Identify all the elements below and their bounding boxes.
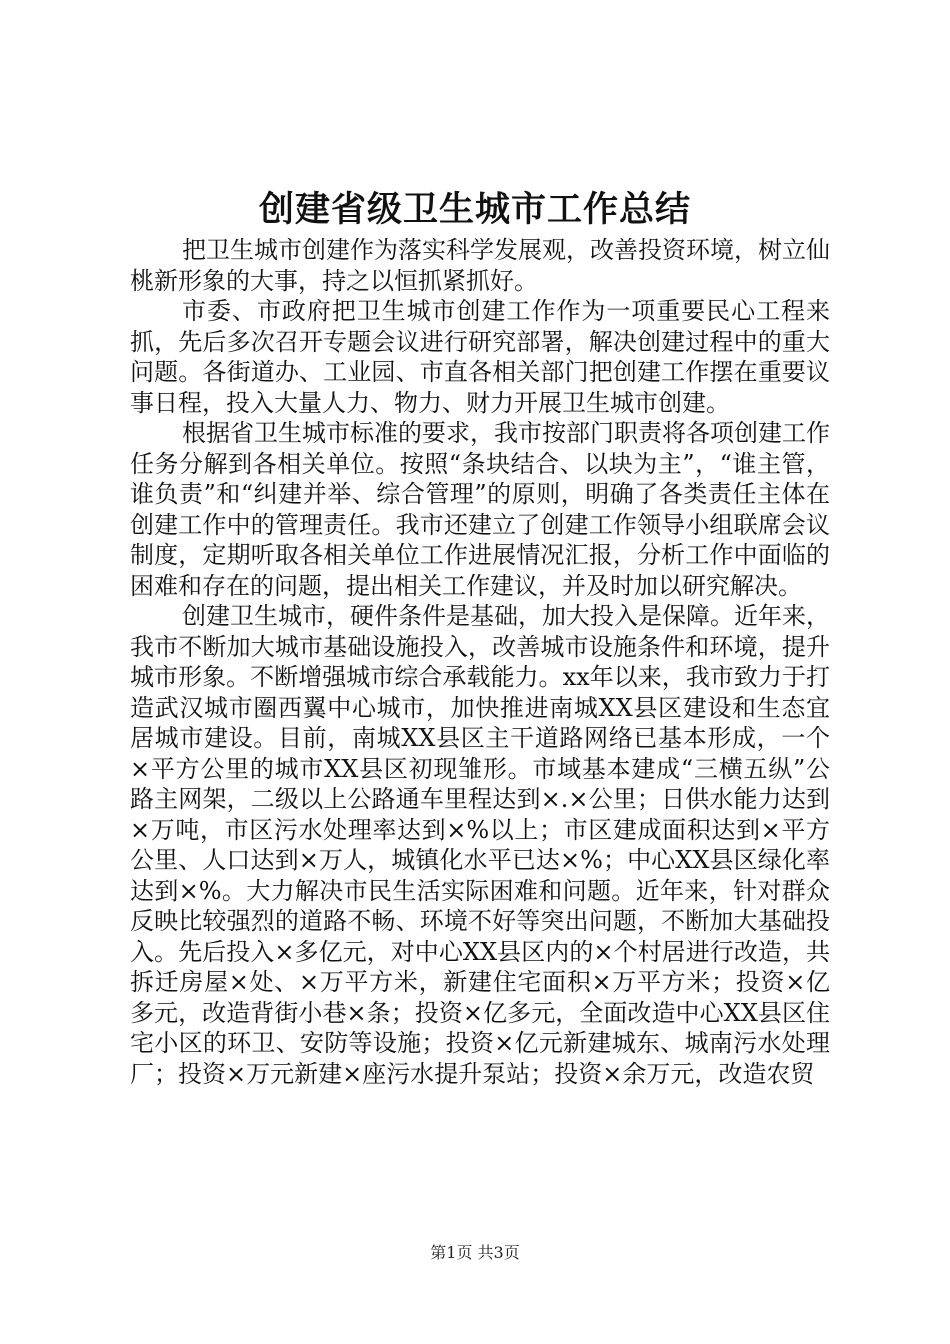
document-body — [130, 235, 830, 1089]
paragraph-3: 根据省卫生城市标准的要求，我市按部门职责将各项创建工作任务分解到各相关单位。按照“条块结合、以块为主”，“谁主管，谁负责”和“纠建并举、综合管理”的原则，明确了各类责任主体在创建工作中的管理责任。我市还建立了创建工作领导小组联席会议制度，定期听取各相关单位工作进展情况汇报，分析工作中面临的困难和存在的问题，提出相关工作建议，并及时加以研究解决。 — [130, 419, 830, 600]
page-number-footer: 第1页 共3页 — [430, 1243, 520, 1262]
paragraph-4: 创建卫生城市，硬件条件是基础，加大投入是保障。近年来，我市不断加大城市基础设施投入，改善城市设施条件和环境，提升城市形象。不断增强城市综合承载能力。xx年以来，我市致力于打造武汉城市圈西翼中心城市，加快推进南城XX县区建设和生态宜居城市建设。目前，南城XX县区主干道路网络已基本形成，一个×平方公里的城市XX县区初现雏形。市域基本建成“三横五纵”公路主网架，二级以上公路通车里程达到×.×公里；日供水能力达到×万吨，市区污水处理率达到×%以上；市区建成面积达到×平方公里、人口达到×万人，城镇化水平已达×%；中心XX县区绿化率达到×%。大力解决市民生活实际困难和问题。近年来，针对群众反映比较强烈的道路不畅、环境不好等突出问题，不断加大基础投入。先后投入×多亿元，对中心XX县区内的×个村居进行改造，共拆迁房屋×处、×万平方米，新建住宅面积×万平方米；投资×亿多元，改造背街小巷×条；投资×亿多元，全面改造中心XX县区住宅小区的环卫、安防等设施；投资×亿元新建城东、城南污水处理厂；投资×万元新建×座污水提升泵站；投资×余万元，改造农贸 — [130, 602, 830, 1088]
paragraph-1: 把卫生城市创建作为落实科学发展观，改善投资环境，树立仙桃新形象的大事，持之以恒抓紧抓好。 — [130, 236, 830, 295]
paragraph-2: 市委、市政府把卫生城市创建工作作为一项重要民心工程来抓，先后多次召开专题会议进行研究部署，解决创建过程中的重大问题。各街道办、工业园、市直各相关部门把创建工作摆在重要议事日程，投入大量人力、物力、财力开展卫生城市创建。 — [130, 297, 830, 417]
document-title: 创建省级卫生城市工作总结 — [258, 189, 691, 230]
